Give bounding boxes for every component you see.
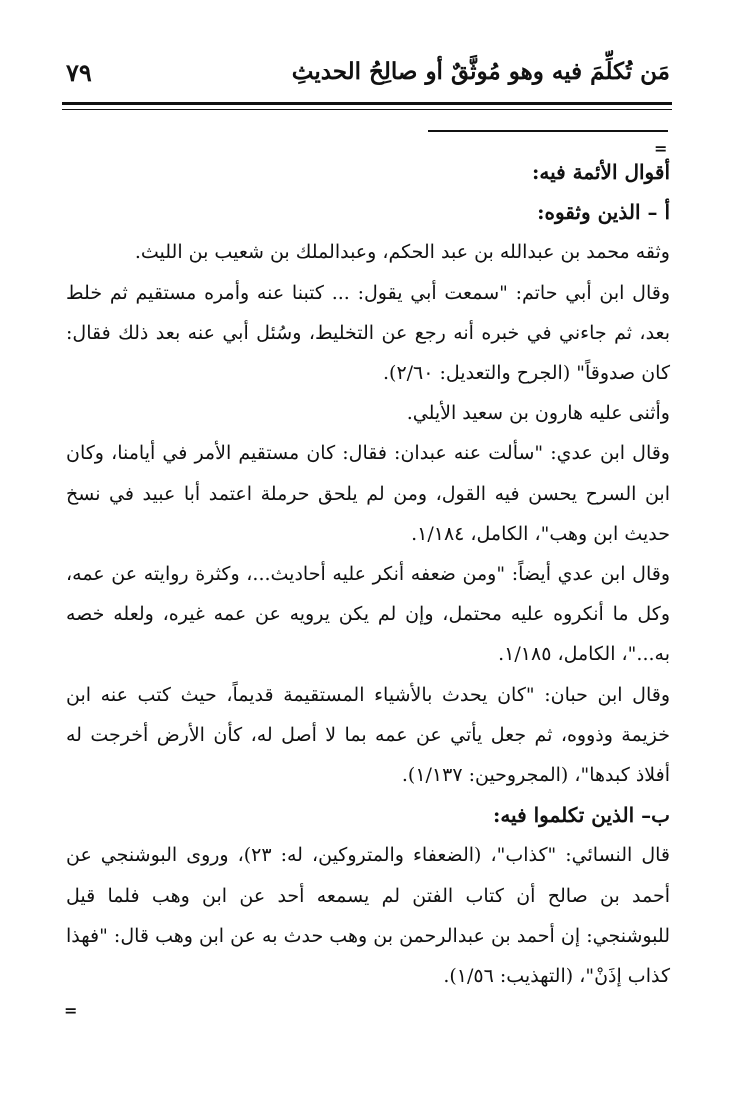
page-number: ٧٩ — [66, 58, 92, 87]
header-rule-thick — [62, 102, 672, 105]
header-rule-thin — [62, 109, 672, 110]
heading-imams-sayings: أقوال الأئمة فيه: — [532, 160, 670, 184]
continuation-rule — [428, 130, 668, 132]
paragraph-4: وقال ابن عدي: "سألت عنه عبدان: فقال: كان مستقيم الأمر في أيامنا، وكان ابن السرح يحسن فيه القول، ومن لم يلحق حرملة اعتمد أبا عبيد في نسخ حديث ابن وهب"، الكامل، ١/١٨٤. — [66, 442, 670, 545]
paragraph-1: وثقه محمد بن عبدالله بن عبد الحكم، وعبدالملك بن شعيب بن الليث. — [134, 241, 670, 264]
heading-those-who-trusted: أ – الذين وثقوه: — [537, 200, 670, 225]
paragraph-6: وقال ابن حبان: "كان يحدث بالأشياء المستقيمة قديماً، حيث كتب عنه ابن خزيمة وذووه، ثم جعل يأتي عن عمه بما لا أصل له، كأن الأرض أخرجت له أفلاذ كبدها"، (المجروحين: ١/١٣٧). — [66, 683, 670, 787]
paragraph-7: قال النسائي: "كذاب"، (الضعفاء والمتروكين، له: ٢٣)، وروى البوشنجي عن أحمد بن صالح أن كتاب الفتن لم يسمعه أحد عن ابن وهب فلما قيل للبوشنجي: إن أحمد بن عبدالرحمن بن وهب حدث به عن ابن وهب قال: "فهذا كذاب إذَنْ"، (التهذيب: ١/٥٦). — [66, 844, 671, 988]
paragraph-5: وقال ابن عدي أيضاً: "ومن ضعفه أنكر عليه أحاديث...، وكثرة روايته عن عمه، وكل ما أنكروه عليه محتمل، وإن لم يكن يرويه عن عمه غيره، ولعله خصه به..."، الكامل، ١/١٨٥. — [66, 563, 670, 666]
heading-those-who-criticized: ب– الذين تكلموا فيه: — [492, 803, 670, 828]
running-title: مَن تُكلِّمَ فيه وهو مُوثَّقٌ أو صالِحُ الحديثِ — [291, 58, 670, 85]
page-header — [66, 58, 670, 98]
continuation-mark-bottom: = — [64, 1001, 78, 1020]
paragraph-3: وأثنى عليه هارون بن سعيد الأيلي. — [406, 402, 670, 425]
body-text — [66, 152, 670, 996]
continuation-mark-top: = — [654, 139, 668, 158]
paragraph-2: وقال ابن أبي حاتم: "سمعت أبي يقول: ... كتبنا عنه وأمره مستقيم ثم خلط بعد، ثم جاءني في خبره أنه رجع عن التخليط، وسُئل أبي عنه بعد ذلك فقال: كان صدوقاً" (الجرح والتعديل: ٢/٦٠). — [66, 281, 670, 385]
